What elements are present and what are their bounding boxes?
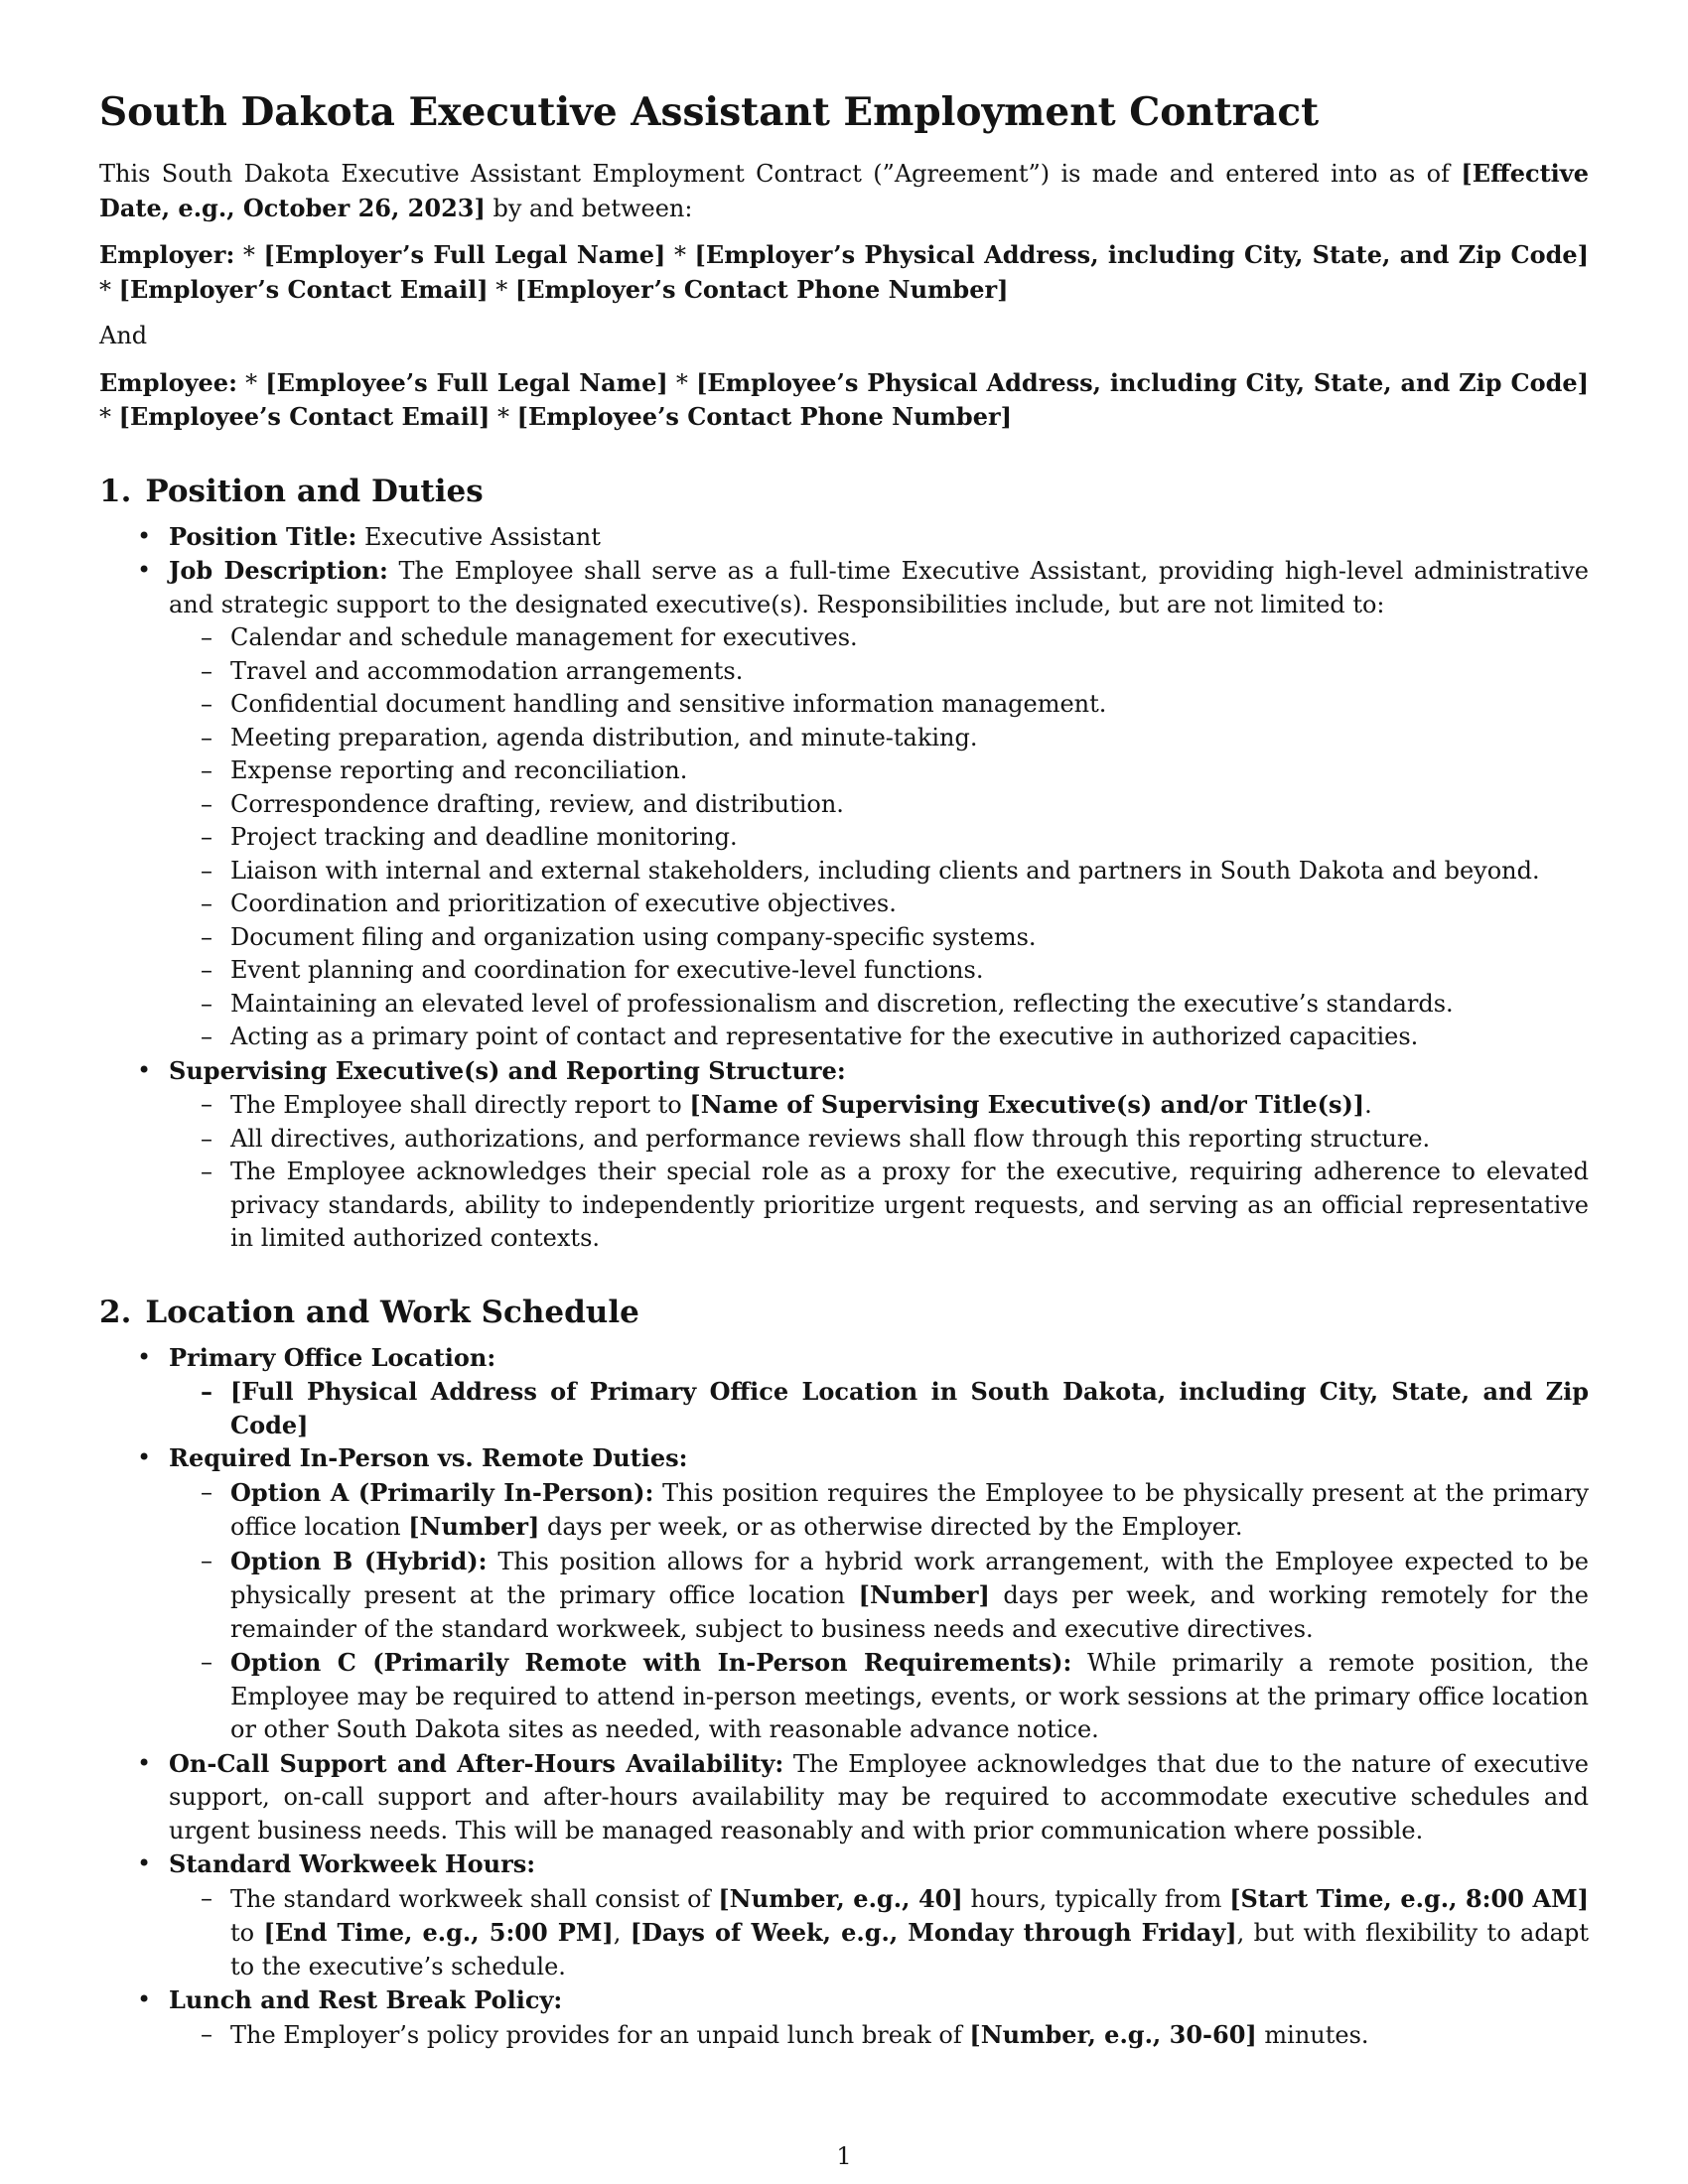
duty-item: – Coordination and prioritization of executive objectives. [169,887,1589,921]
item-label: On-Call Support and After-Hours Availability: [169,1748,784,1778]
section-title: Position and Duties [145,473,484,509]
duty-item: – Event planning and coordination for executive-level functions. [169,954,1589,988]
text: days per week, or as otherwise directed by the Employer. [539,1513,1243,1541]
duty-item: – Acting as a primary point of contact and representative for the executive in authorized capacities. [169,1021,1589,1054]
minutes-placeholder: [Number, e.g., 30-60] [969,2019,1257,2049]
text: to [230,1919,264,1947]
workweek-item [169,1882,1589,1984]
option-label: Option B (Hybrid): [230,1546,488,1575]
days-placeholder: [Days of Week, e.g., Monday through Friday] [630,1918,1237,1947]
number-placeholder: [Number] [858,1580,990,1609]
text: The standard workweek shall consist of [230,1884,719,1913]
employer-name-placeholder: [Employer’s Full Legal Name] [263,240,666,269]
sub-item-report [169,1088,1589,1123]
separator: * [234,241,264,269]
options-list [169,1476,1589,1747]
list-item-workweek [99,1847,1589,1983]
office-address-placeholder: – [Full Physical Address of Primary Office Location in South Dakota, including City, State, and Zip Code] [169,1375,1589,1441]
section-number: 2. [99,1294,132,1330]
option-label: Option A (Primarily In-Person): [230,1477,654,1507]
text: hours, typically from [962,1884,1230,1913]
option-a [169,1476,1589,1545]
separator: * [99,403,119,431]
item-label: Position Title: [169,521,357,551]
duty-item: – Maintaining an elevated level of professionalism and discretion, reflecting the executive’s standards. [169,988,1589,1022]
text: , [613,1919,631,1947]
employer-email-placeholder: [Employer’s Contact Email] [118,274,489,304]
employee-phone-placeholder: [Employee’s Contact Phone Number] [516,402,1012,431]
text: , but with flexibility to adapt to the executive’s schedule. [230,1919,1589,1980]
employee-email-placeholder: [Employee’s Contact Email] [118,402,491,431]
item-label: Job Description: [169,556,388,585]
page-number: 1 [836,2142,852,2170]
hours-placeholder: [Number, e.g., 40] [718,1883,963,1913]
intro-paragraph [99,157,1589,225]
employee-address-placeholder: [Employee’s Physical Address, including City, State, and Zip Code] [696,367,1589,397]
option-b [169,1545,1589,1647]
item-label: Lunch and Rest Break Policy: [169,1985,563,2014]
employee-paragraph [99,366,1589,435]
item-value: The Employee shall serve as a full-time Executive Assistant, providing high-level administrative and strategic support to the designated executive(s). Responsibilities include, but are not limited to: [169,557,1589,618]
section-number: 1. [99,473,132,509]
duty-item: – Project tracking and deadline monitoring. [169,821,1589,855]
duty-item: – Calendar and schedule management for executives. [169,621,1589,655]
duty-item: – Meeting preparation, agenda distribution, and minute-taking. [169,722,1589,755]
document-page [99,87,1589,2052]
duty-item: – Liaison with internal and external stakeholders, including clients and partners in South Dakota and beyond. [169,855,1589,888]
list-item-lunch [99,1983,1589,2052]
end-time-placeholder: [End Time, e.g., 5:00 PM] [263,1918,614,1947]
sub-item-proxy: – The Employee acknowledges their special role as a proxy for the executive, requiring adherence to elevated privacy standards, ability to independently prioritize urgent requests, and serving as an official representative in limited authorized contexts. [169,1156,1589,1256]
employee-name-placeholder: [Employee’s Full Legal Name] [265,367,668,397]
section-2-list [99,1341,1589,2053]
start-time-placeholder: [Start Time, e.g., 8:00 AM] [1229,1883,1590,1913]
text: . [1364,1091,1372,1119]
workweek-list [169,1882,1589,1984]
employer-address-placeholder: [Employer’s Physical Address, including City, State, and Zip Code] [694,240,1589,269]
list-item-job-description [99,554,1589,1054]
section-title: Location and Work Schedule [145,1294,639,1330]
duties-list [169,621,1589,1054]
text: This position requires the Employee to be physically present at the primary office location [230,1478,1590,1541]
employer-phone-placeholder: [Employer’s Contact Phone Number] [514,274,1009,304]
separator: * [665,241,695,269]
section-2-heading [99,1292,1589,1333]
separator: * [99,275,119,304]
and-text: And [99,322,148,349]
employer-paragraph [99,238,1589,307]
list-item-inperson-remote [99,1441,1589,1747]
item-label: Standard Workweek Hours: [169,1849,536,1878]
list-item-oncall [99,1747,1589,1848]
effective-date-placeholder: [Effective Date, e.g., October 26, 2023] [99,159,1589,222]
item-label: Required In-Person vs. Remote Duties: [169,1443,688,1472]
item-label: Supervising Executive(s) and Reporting Structure: [169,1055,846,1085]
employee-label: Employee: [99,367,237,397]
item-value: Executive Assistant [356,522,601,551]
section-1-heading [99,471,1589,512]
list-item-primary-office [99,1341,1589,1442]
lunch-list [169,2018,1589,2053]
supervising-list [169,1088,1589,1256]
employer-label: Employer: [99,240,235,269]
lunch-item [169,2018,1589,2053]
separator: * [490,403,517,431]
intro-text: This South Dakota Executive Assistant Employment Contract (”Agreement”) is made and entered into as of [99,160,1462,188]
number-placeholder: [Number] [408,1512,540,1541]
sub-item-directives: – All directives, authorizations, and performance reviews shall flow through this reporting structure. [169,1123,1589,1157]
section-1-list [99,520,1589,1256]
separator: * [236,368,266,397]
duty-item: – Document filing and organization using company-specific systems. [169,921,1589,955]
text: While primarily a remote position, the Employee may be required to attend in-person meetings, events, or work sessions at the primary office location or other South Dakota sites as needed, with reasonable advance notice. [230,1649,1590,1743]
primary-office-list [169,1375,1589,1441]
supervisor-placeholder: [Name of Supervising Executive(s) and/or Title(s)] [689,1090,1365,1119]
document-title: South Dakota Executive Assistant Employment Contract [99,89,1320,135]
duty-item: – Correspondence drafting, review, and distribution. [169,788,1589,822]
item-label: Primary Office Location: [169,1342,496,1372]
duty-item: – Confidential document handling and sensitive information management. [169,688,1589,722]
option-label: Option C (Primarily Remote with In-Person Requirements): [230,1648,1072,1677]
item-value: The Employee acknowledges that due to the nature of executive support, on-call support and after-hours availability may be required to accommodate executive schedules and urgent business needs. This will be managed reasonably and with prior communication where possible. [169,1749,1589,1844]
separator: * [488,275,515,304]
option-c [169,1646,1589,1747]
text: days per week, and working remotely for the remainder of the standard workweek, subject to business needs and executive directives. [230,1581,1589,1643]
text: The Employer’s policy provides for an unpaid lunch break of [230,2020,970,2049]
duty-item: – Travel and accommodation arrangements. [169,655,1589,689]
text: The Employee shall directly report to [230,1091,690,1119]
list-item-position-title [99,520,1589,555]
list-item-supervising [99,1054,1589,1256]
intro-tail: by and between: [485,194,693,222]
text: This position allows for a hybrid work arrangement, with the Employee expected to be physically present at the primary office location [230,1547,1589,1609]
duty-item: – Expense reporting and reconciliation. [169,754,1589,788]
text: minutes. [1256,2020,1369,2049]
separator: * [667,368,697,397]
